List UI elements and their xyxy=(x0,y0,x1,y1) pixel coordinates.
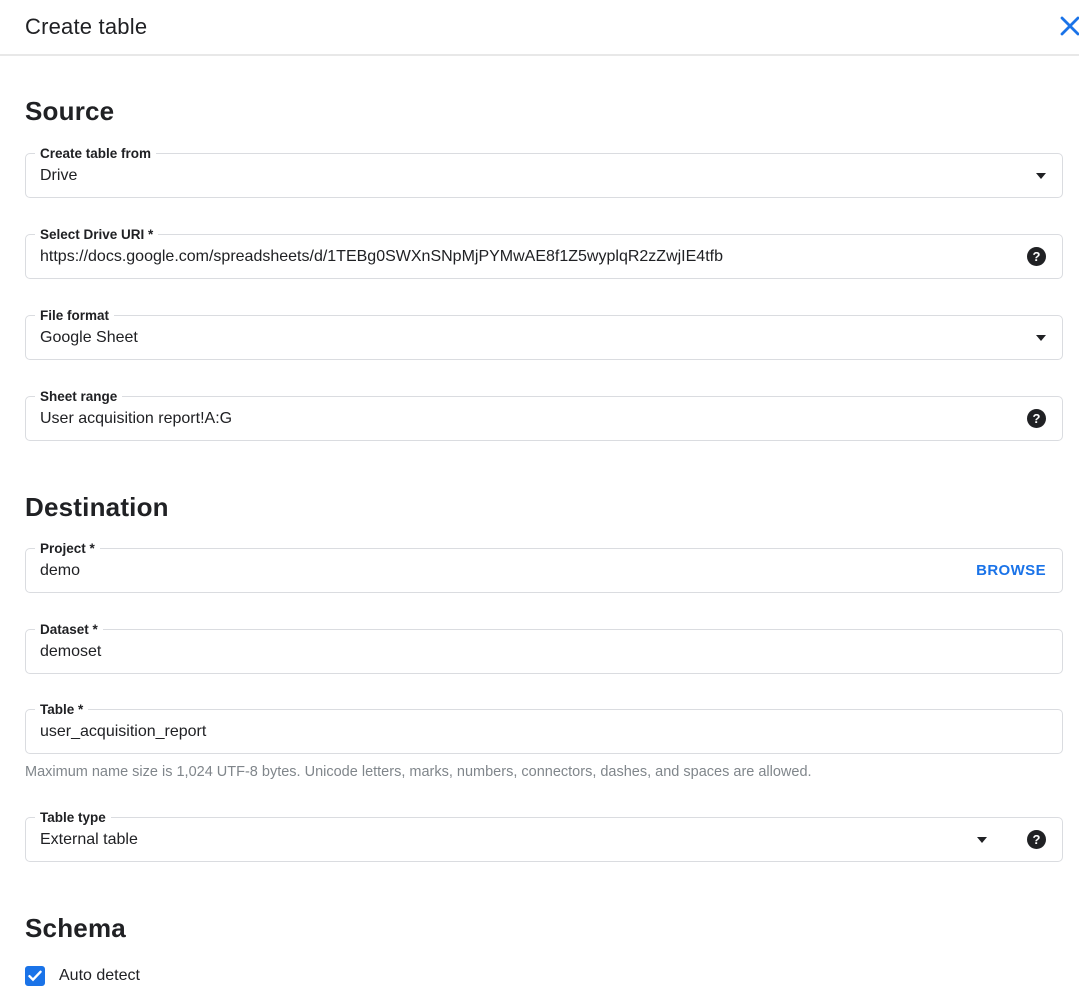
dialog-body xyxy=(0,96,1079,986)
dropdown-arrow-icon xyxy=(977,837,987,843)
table-type-value: External table xyxy=(40,830,138,848)
table-name-input[interactable] xyxy=(40,723,1046,741)
drive-uri-label: Select Drive URI * xyxy=(35,226,158,243)
auto-detect-label: Auto detect xyxy=(59,967,140,984)
project-label: Project * xyxy=(35,540,100,557)
dataset-input[interactable] xyxy=(40,643,1046,661)
page-title: Create table xyxy=(25,14,148,39)
dropdown-arrow-icon xyxy=(1036,335,1046,341)
help-icon[interactable]: ? xyxy=(1027,830,1046,849)
auto-detect-checkbox[interactable] xyxy=(25,966,45,986)
close-button[interactable] xyxy=(1057,13,1079,39)
help-icon[interactable]: ? xyxy=(1027,409,1046,428)
dataset-label: Dataset * xyxy=(35,621,103,638)
create-table-from-value: Drive xyxy=(40,166,78,184)
schema-section-heading: Schema xyxy=(25,913,126,943)
project-field xyxy=(25,541,1063,593)
drive-uri-field xyxy=(25,227,1063,279)
table-type-label: Table type xyxy=(35,809,111,826)
create-table-from-label: Create table from xyxy=(35,145,156,162)
file-format-label: File format xyxy=(35,307,114,324)
sheet-range-field xyxy=(25,389,1063,441)
sheet-range-label: Sheet range xyxy=(35,388,122,405)
dropdown-arrow-icon xyxy=(1036,173,1046,179)
file-format-value: Google Sheet xyxy=(40,328,138,346)
table-name-label: Table * xyxy=(35,701,88,718)
browse-button[interactable]: BROWSE xyxy=(976,562,1046,579)
source-section-heading: Source xyxy=(25,96,115,126)
sheet-range-input[interactable] xyxy=(40,410,1015,428)
table-name-helper-text: Maximum name size is 1,024 UTF-8 bytes. Unicode letters, marks, numbers, connectors, dashes, and spaces are allowed. xyxy=(25,764,812,780)
help-icon[interactable]: ? xyxy=(1027,247,1046,266)
drive-uri-input[interactable] xyxy=(40,248,1015,266)
table-name-field xyxy=(25,702,1063,754)
dataset-field xyxy=(25,622,1063,674)
create-table-from-select[interactable] xyxy=(25,146,1063,198)
close-icon xyxy=(1057,27,1079,42)
check-icon xyxy=(28,970,42,982)
destination-section-heading: Destination xyxy=(25,492,169,522)
table-type-select[interactable] xyxy=(25,810,1063,862)
project-input[interactable] xyxy=(40,562,976,580)
file-format-select[interactable] xyxy=(25,308,1063,360)
auto-detect-row[interactable] xyxy=(25,966,1063,986)
dialog-header xyxy=(0,0,1079,56)
